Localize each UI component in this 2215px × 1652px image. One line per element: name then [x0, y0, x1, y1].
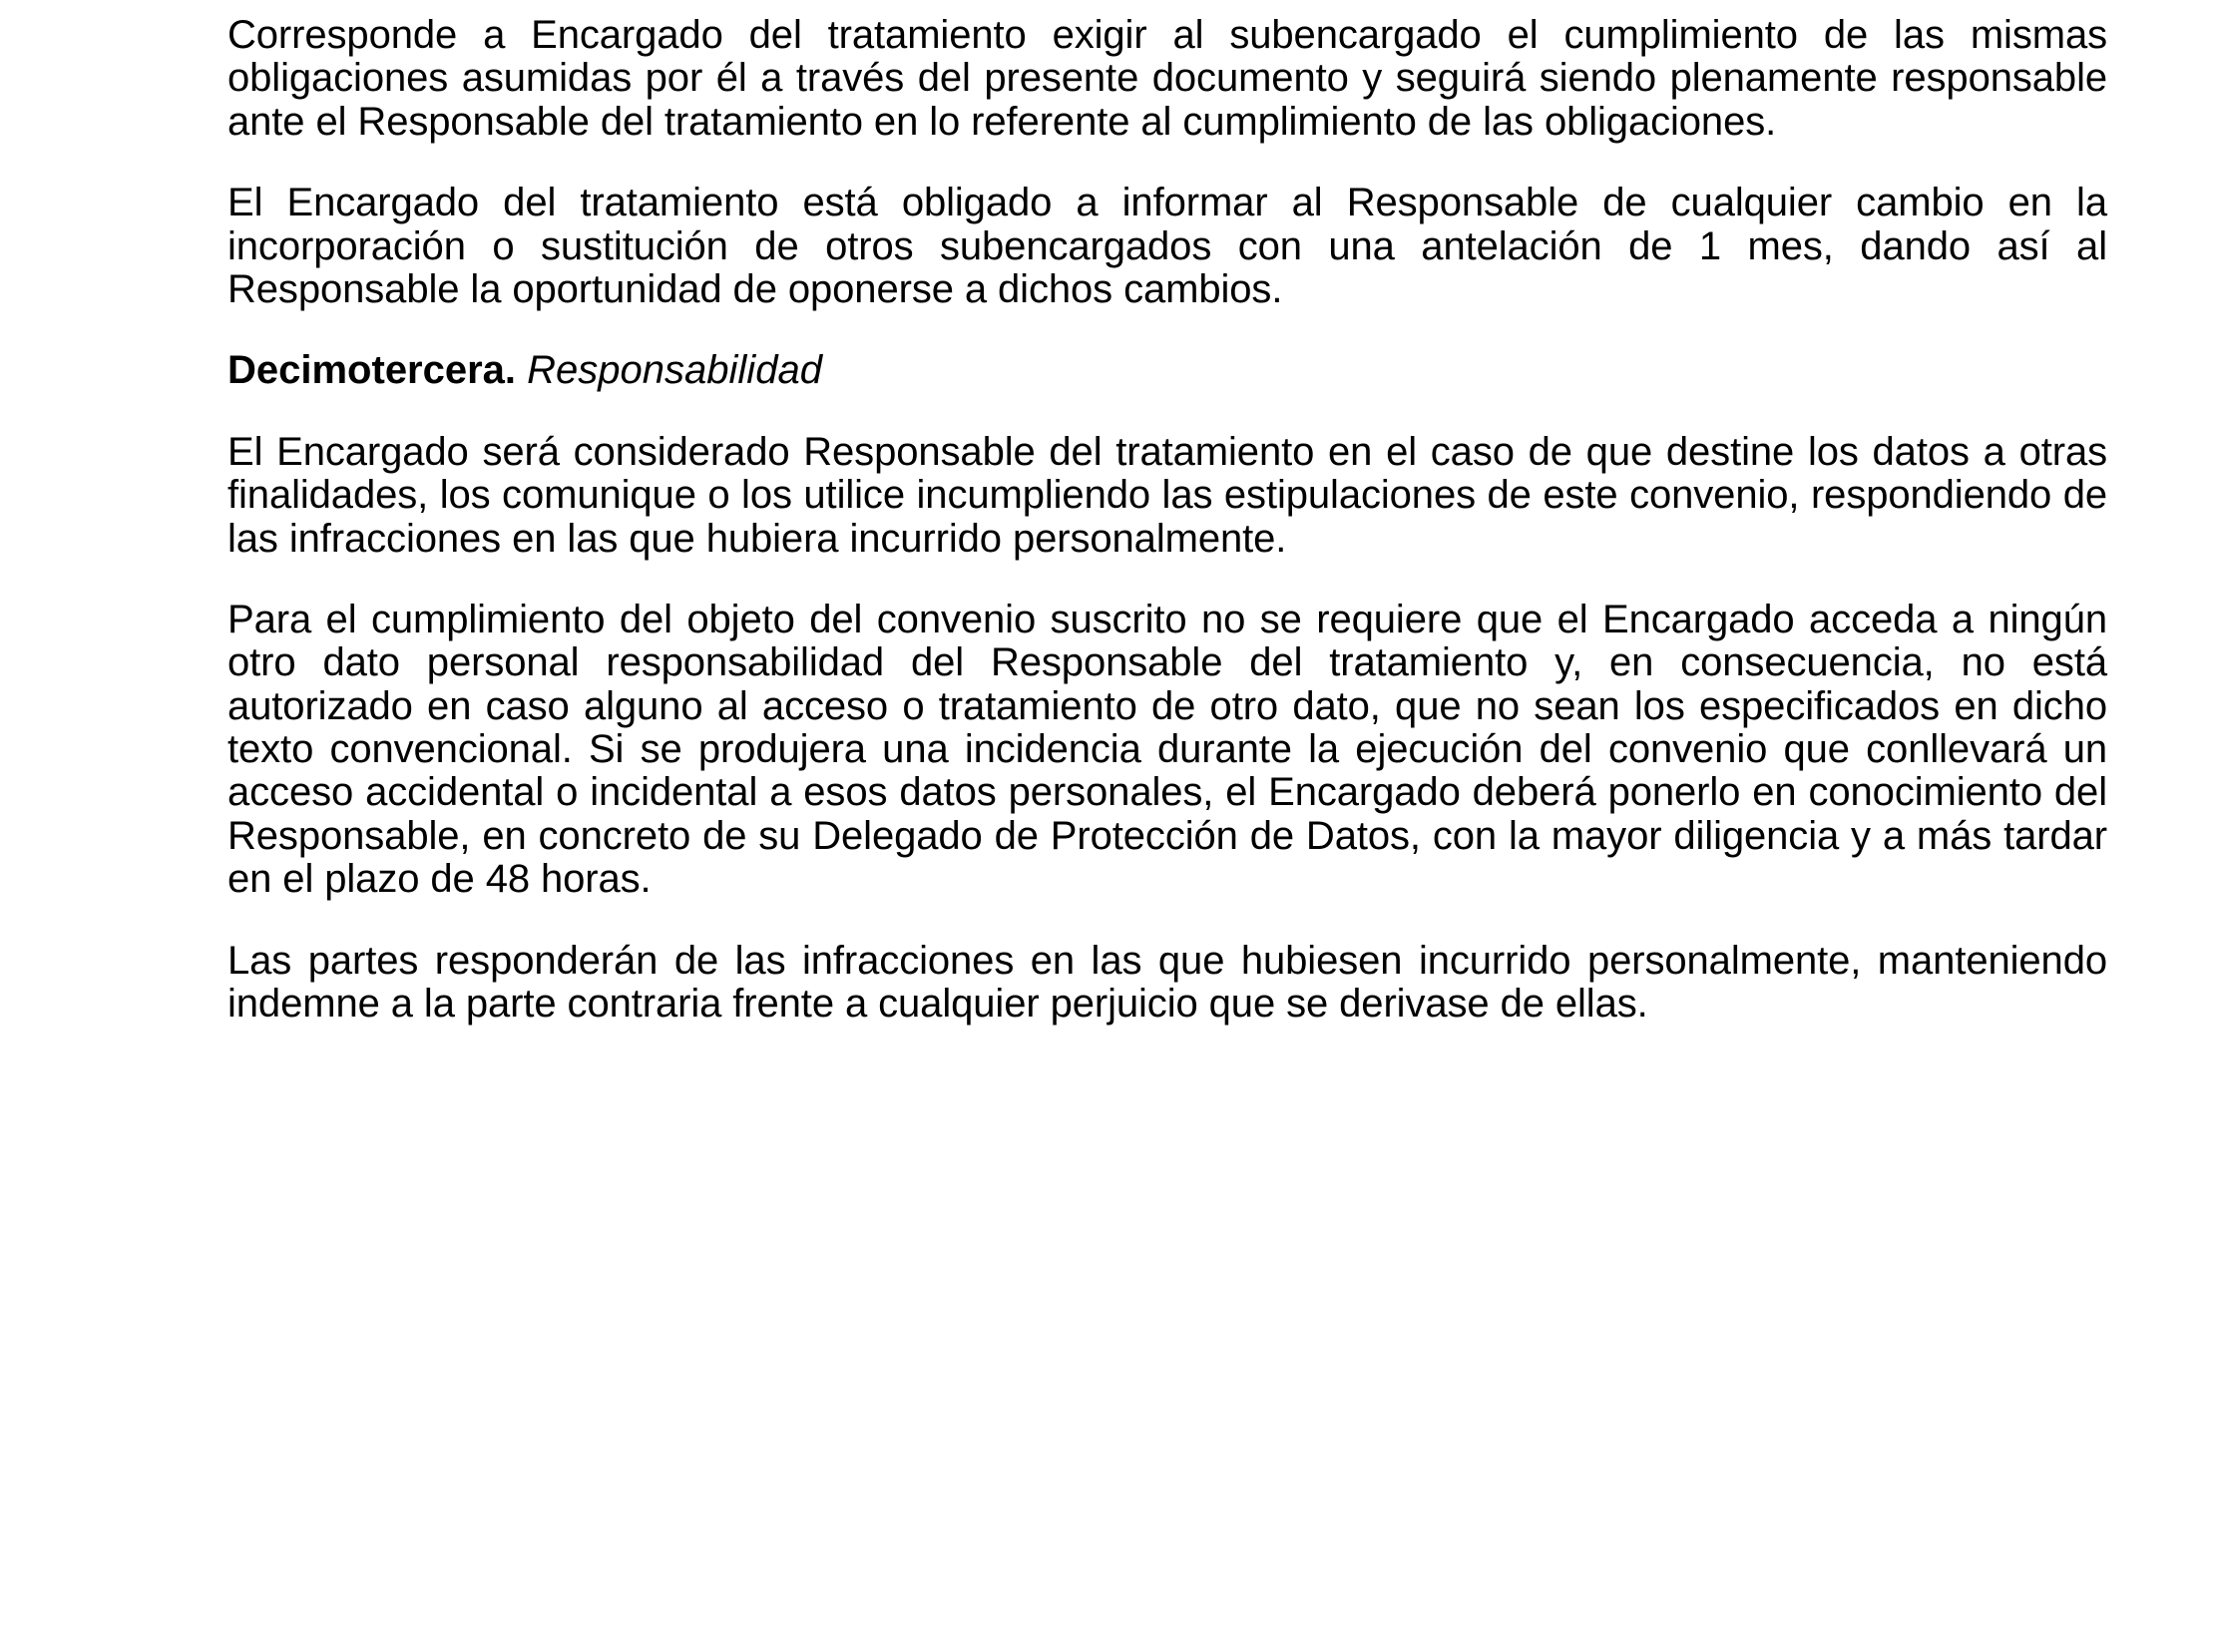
paragraph-cumplimiento-objeto-convenio: Para el cumplimiento del objeto del convenio suscrito no se requiere que el Encargado acceda a ningún otro dato personal responsabilidad del Responsable del tratamiento y, en consecuencia, no está autorizado en caso alguno al acceso o tratamiento de otro dato, que no sean los especificados en dicho texto convencional. Si se produjera una incidencia durante la ejecución del convenio que conllevará un acceso accidental o incidental a esos datos personales, el Encargado deberá ponerlo en conocimiento del Responsable, en concreto de su Delegado de Protección de Datos, con la mayor diligencia y a más tardar en el plazo de 48 horas. [227, 597, 2107, 902]
section-heading-number: Decimotercera. [227, 348, 517, 393]
paragraph-encargado-considerado-responsable: El Encargado será considerado Responsable del tratamiento en el caso de que destine los datos a otras finalidades, los comunique o los utilice incumpliendo las estipulaciones de este convenio, respondiendo de las infracciones en las que hubiera incurrido personalmente. [227, 429, 2107, 561]
paragraph-informar-cambio-subencargados: El Encargado del tratamiento está obligado a informar al Responsable de cualquier cambio en la incorporación o sustitución de otros subencargados con una antelación de 1 mes, dando así al Responsable la oportunidad de oponerse a dichos cambios. [227, 181, 2107, 311]
paragraph-partes-responderan-infracciones: Las partes responderán de las infracciones en las que hubiesen incurrido personalmente, manteniendo indemne a la parte contraria frente a cualquier perjuicio que se derivase de ellas. [227, 938, 2107, 1027]
section-heading-title: Responsabilidad [527, 348, 822, 393]
paragraph-subencargado-obligaciones: Corresponde a Encargado del tratamiento exigir al subencargado el cumplimiento de las mismas obligaciones asumidas por él a través del presente documento y seguirá siendo plenamente responsable ante el Responsable del tratamiento en lo referente al cumplimiento de las obligaciones. [227, 13, 2107, 144]
section-heading-decimotercera [227, 349, 2107, 392]
